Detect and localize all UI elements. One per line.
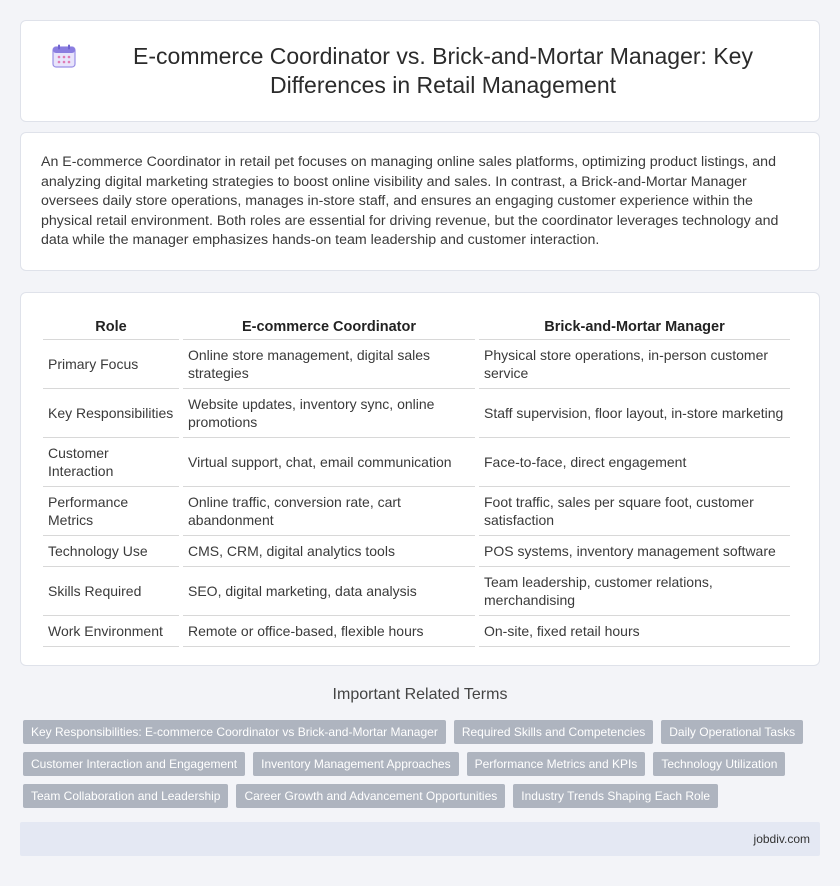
term-chip[interactable]: Key Responsibilities: E-commerce Coordinator vs Brick-and-Mortar Manager: [23, 720, 446, 744]
cell-role: Performance Metrics: [43, 487, 179, 536]
cell-brick-mortar: Physical store operations, in-person customer service: [479, 340, 790, 389]
cell-brick-mortar: Face-to-face, direct engagement: [479, 438, 790, 487]
table-header-row: [43, 313, 790, 340]
footer: [20, 822, 820, 856]
cell-ecommerce: Website updates, inventory sync, online promotions: [183, 389, 475, 438]
cell-role: Key Responsibilities: [43, 389, 179, 438]
cell-role: Technology Use: [43, 536, 179, 567]
related-terms: [23, 720, 823, 816]
table-row: [43, 389, 790, 438]
table-row: [43, 616, 790, 647]
cell-ecommerce: CMS, CRM, digital analytics tools: [183, 536, 475, 567]
table-row: [43, 536, 790, 567]
table-row: [43, 567, 790, 616]
terms-row: [23, 784, 823, 808]
cell-brick-mortar: Team leadership, customer relations, merchandising: [479, 567, 790, 616]
cell-role: Work Environment: [43, 616, 179, 647]
table-row: [43, 340, 790, 389]
page-title: E-commerce Coordinator vs. Brick-and-Mortar Manager: Key Differences in Retail Management: [133, 43, 753, 98]
cell-ecommerce: Online store management, digital sales strategies: [183, 340, 475, 389]
cell-ecommerce: SEO, digital marketing, data analysis: [183, 567, 475, 616]
intro-card: [20, 132, 820, 271]
term-chip[interactable]: Daily Operational Tasks: [661, 720, 803, 744]
term-chip[interactable]: Career Growth and Advancement Opportunities: [236, 784, 505, 808]
header-card: [20, 20, 820, 122]
footer-site-link[interactable]: jobdiv.com: [753, 832, 810, 846]
header-brick-mortar: Brick-and-Mortar Manager: [479, 313, 790, 340]
terms-row: [23, 752, 823, 776]
cell-ecommerce: Virtual support, chat, email communication: [183, 438, 475, 487]
term-chip[interactable]: Inventory Management Approaches: [253, 752, 458, 776]
table-row: [43, 438, 790, 487]
terms-row: [23, 720, 823, 744]
header-role: Role: [43, 313, 179, 340]
term-chip[interactable]: Technology Utilization: [653, 752, 785, 776]
term-chip[interactable]: Customer Interaction and Engagement: [23, 752, 245, 776]
term-chip[interactable]: Industry Trends Shaping Each Role: [513, 784, 718, 808]
comparison-table-card: [20, 292, 820, 666]
term-chip[interactable]: Required Skills and Competencies: [454, 720, 653, 744]
cell-brick-mortar: On-site, fixed retail hours: [479, 616, 790, 647]
cell-ecommerce: Online traffic, conversion rate, cart abandonment: [183, 487, 475, 536]
related-terms-heading: Important Related Terms: [332, 686, 508, 703]
header-ecommerce: E-commerce Coordinator: [183, 313, 475, 340]
cell-role: Customer Interaction: [43, 438, 179, 487]
term-chip[interactable]: Team Collaboration and Leadership: [23, 784, 228, 808]
intro-paragraph: An E-commerce Coordinator in retail pet focuses on managing online sales platforms, optimizing product listings, and analyzing digital marketing strategies to boost online visibility and sales. In contrast, a Brick-and-Mortar Manager oversees daily store operations, manages in-store staff, and ensures an engaging customer experience within the physical retail environment. Both roles are essential for driving revenue, but the coordinator leverages technology and data while the manager emphasizes hands-on team leadership and customer interaction.: [41, 154, 779, 249]
term-chip[interactable]: Performance Metrics and KPIs: [467, 752, 646, 776]
calendar-icon: [51, 43, 77, 69]
cell-ecommerce: Remote or office-based, flexible hours: [183, 616, 475, 647]
table-row: [43, 487, 790, 536]
cell-role: Primary Focus: [43, 340, 179, 389]
cell-brick-mortar: Foot traffic, sales per square foot, customer satisfaction: [479, 487, 790, 536]
cell-brick-mortar: Staff supervision, floor layout, in-store marketing: [479, 389, 790, 438]
cell-brick-mortar: POS systems, inventory management software: [479, 536, 790, 567]
comparison-table: [39, 313, 794, 647]
cell-role: Skills Required: [43, 567, 179, 616]
